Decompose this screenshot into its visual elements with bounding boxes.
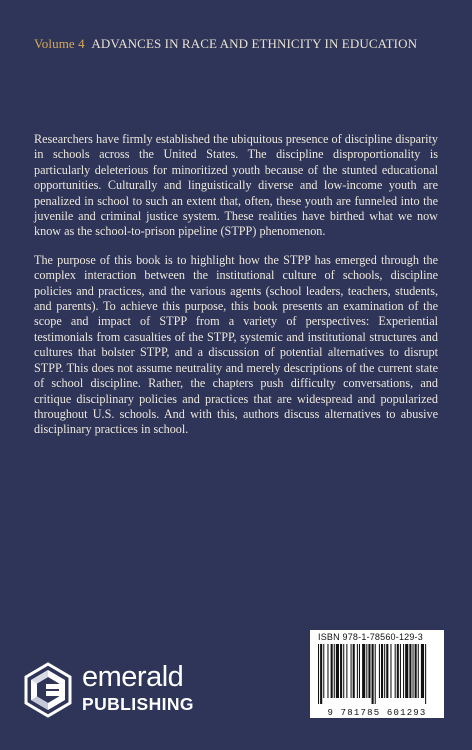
publisher-subtitle: PUBLISHING [82,694,194,714]
blurb-paragraph-1: Researchers have firmly established the ubiquitous presence of discipline disparity in schools across the United States. The discipline disproportionality is particularly deleterious for minoritized youth because of the stunted educational opportunities. Culturally and linguistically diverse and low-income youth are penalized in school to such an extent that, often, these youth are funneled into the juvenile and criminal justice system. These realities have birthed what we now know as the school-to-prison pipeline (STPP) phenomenon. [34,132,438,239]
publisher-name: emerald [82,661,184,693]
blurb-paragraph-2: The purpose of this book is to highlight how the STPP has emerged through the complex interaction between the institutional culture of schools, discipline policies and practices, and the various agents (school leaders, teachers, students, and parents). To achieve this purpose, this book presents an examination of the scope and impact of STPP from a variety of perspectives: Experiential testimonials from casualties of the STPP, systemic and institutional structures and cultures that bolster STPP, and a discussion of potential alternatives to disrupt STPP. This does not assume neutrality and merely descriptions of the current state of school discipline. Rather, the chapters push difficulty conversations, and critique disciplinary policies and practices that are widespread and popularized throughout U.S. schools. And with this, authors discuss alternatives to abusive disciplinary practices in school. [34,252,438,437]
isbn-label: ISBN 978-1-78560-129-3 [318,632,423,642]
blurb-text [34,132,438,451]
barcode-digits: 9 781785 601293 [327,708,427,718]
barcode-icon [316,644,438,706]
series-volume: Volume 4 [34,36,85,51]
series-title: ADVANCES IN RACE AND ETHNICITY IN EDUCATION [91,36,418,51]
series-line [34,36,444,52]
emerald-hexagon-logo-icon [22,662,74,718]
publisher-logo [22,662,212,718]
barcode-box [310,630,444,718]
